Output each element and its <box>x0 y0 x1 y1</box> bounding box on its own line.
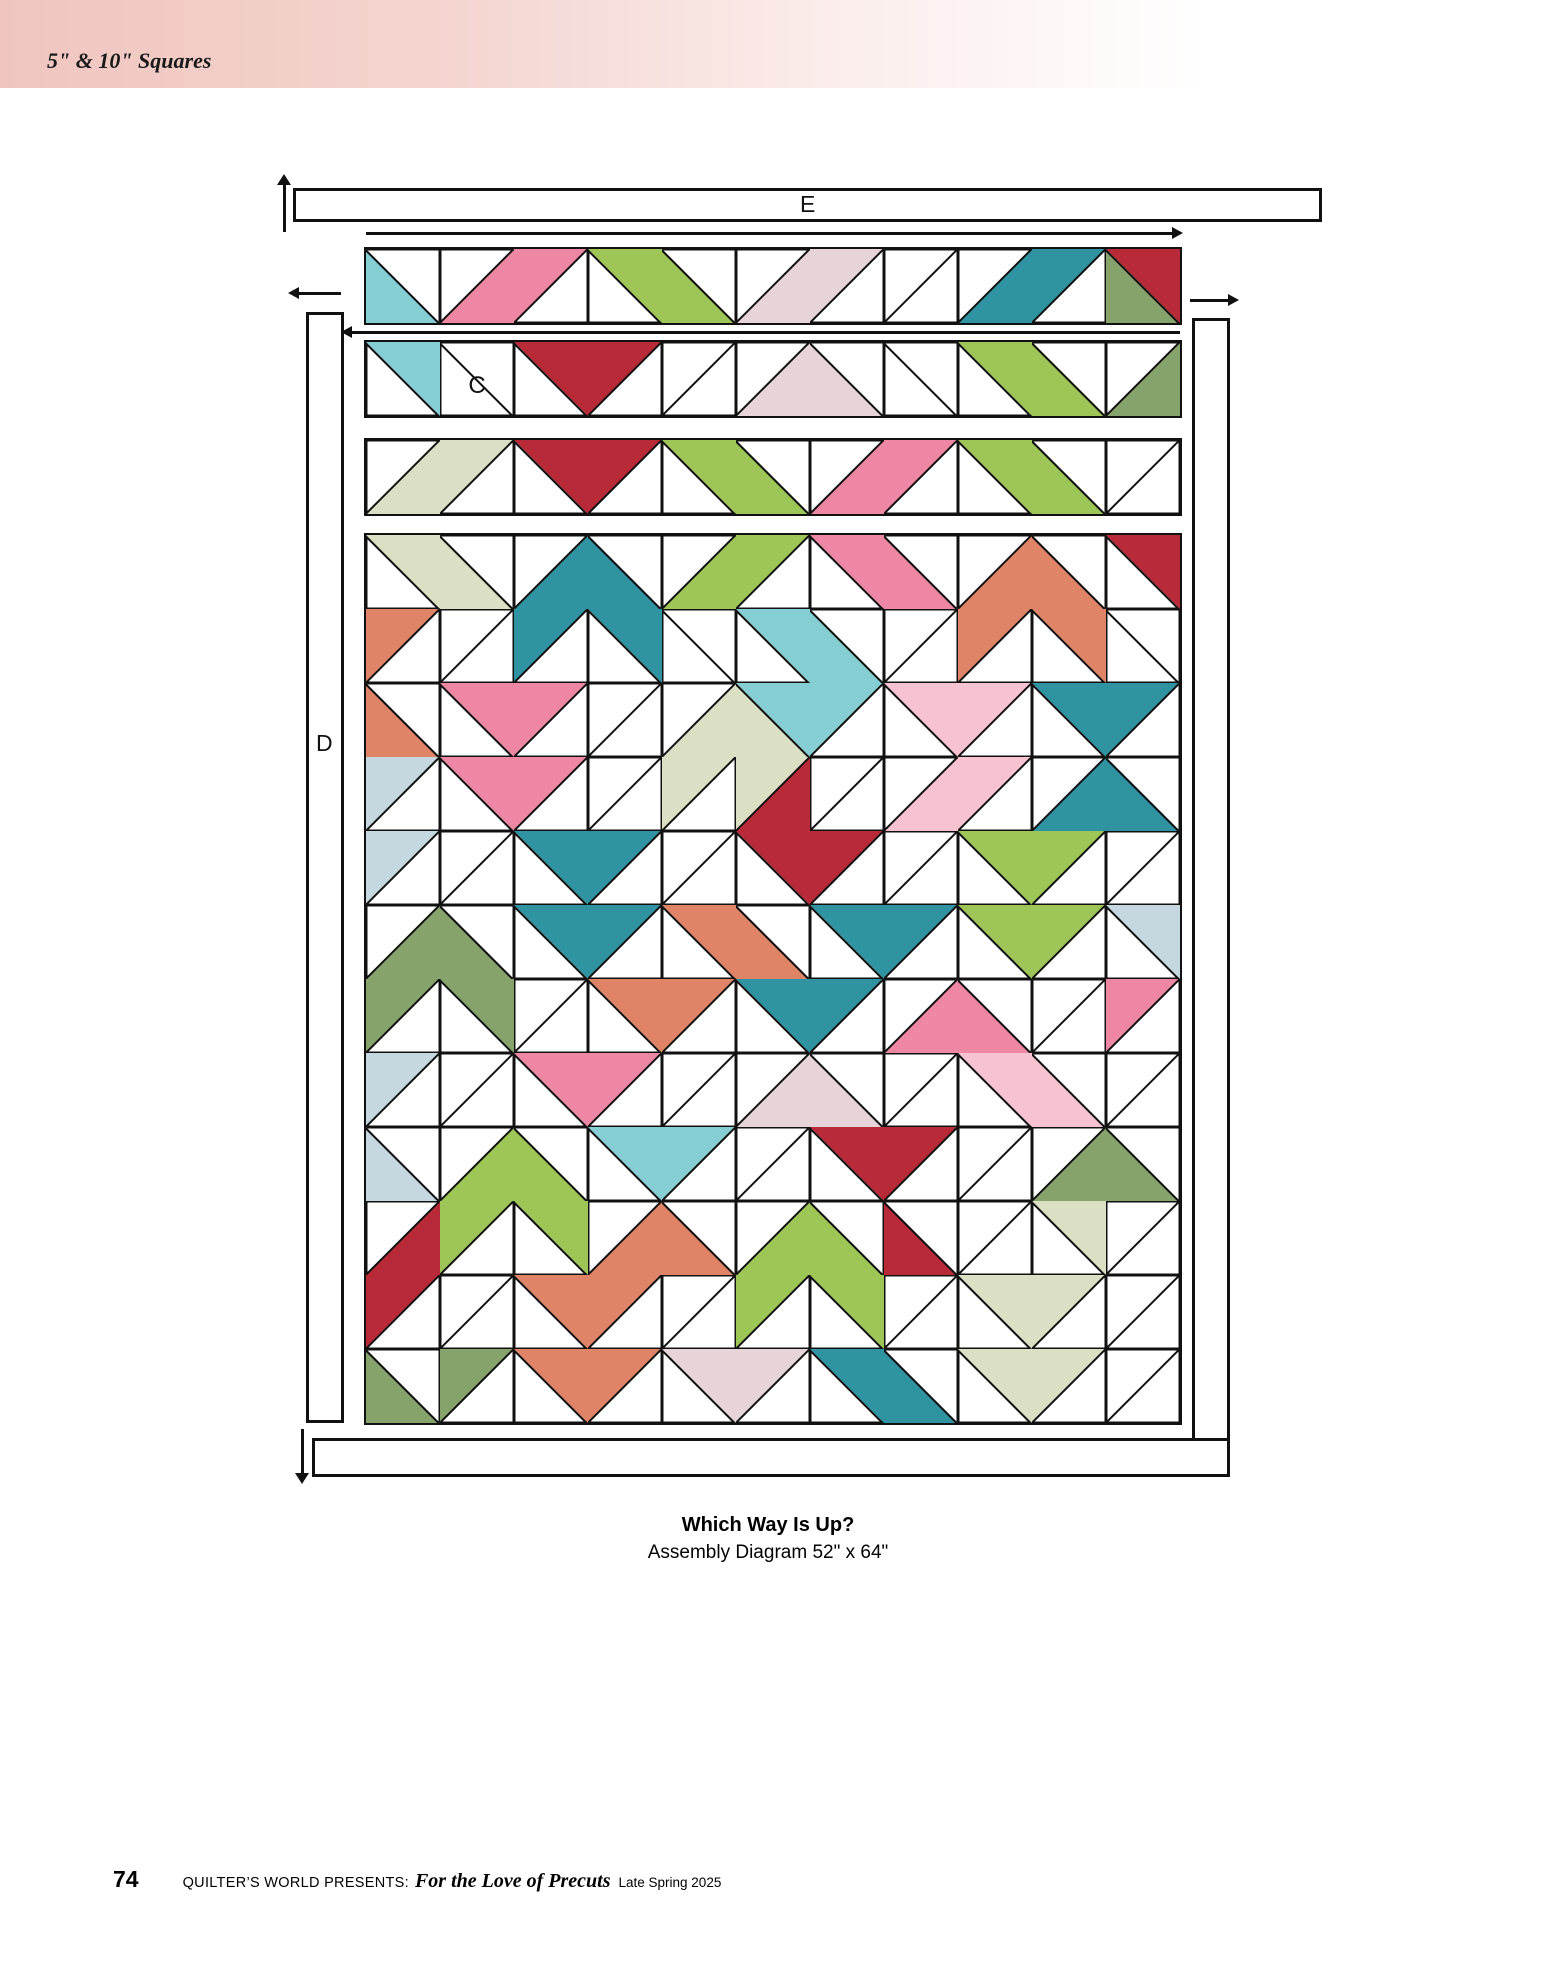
seam-line <box>1106 1275 1180 1349</box>
quilt-cell <box>810 1201 884 1275</box>
seam-line <box>440 831 514 905</box>
quilt-cell <box>662 1275 736 1349</box>
quilt-cell <box>440 1053 514 1127</box>
seam-line <box>1106 1349 1180 1423</box>
quilt-cell <box>958 831 1032 905</box>
seam-line <box>662 342 736 416</box>
header-gradient-band <box>0 0 1551 88</box>
quilt-cell <box>884 440 958 514</box>
seam-line <box>884 1275 958 1349</box>
quilt-cell <box>736 757 810 831</box>
page-number: 74 <box>113 1866 139 1892</box>
quilt-cell <box>1106 979 1180 1053</box>
quilt-cell <box>736 1201 810 1275</box>
quilt-cell <box>884 1127 958 1201</box>
quilt-cell <box>884 1349 958 1423</box>
border-strip-right <box>1192 318 1230 1477</box>
footer-presents: QUILTER’S WORLD PRESENTS: <box>182 1875 409 1891</box>
quilt-cell <box>736 1127 810 1201</box>
seam-line <box>884 609 958 683</box>
seam-line <box>884 342 958 416</box>
quilt-cell <box>1032 1349 1106 1423</box>
seam-line <box>662 831 736 905</box>
seam-line <box>1106 831 1180 905</box>
quilt-cell <box>662 609 736 683</box>
quilt-center-grid <box>364 533 1182 1425</box>
quilt-cell <box>958 1275 1032 1349</box>
quilt-cell <box>958 683 1032 757</box>
label-e: E <box>800 191 816 217</box>
pieced-strip-row-1 <box>364 247 1182 325</box>
quilt-cell <box>514 249 588 323</box>
quilt-cell <box>884 905 958 979</box>
quilt-cell <box>884 979 958 1053</box>
quilt-cell <box>440 609 514 683</box>
quilt-cell <box>1106 683 1180 757</box>
quilt-cell <box>1032 757 1106 831</box>
quilt-cell <box>736 683 810 757</box>
quilt-cell <box>884 249 958 323</box>
quilt-cell <box>514 979 588 1053</box>
quilt-cell <box>1106 1201 1180 1275</box>
quilt-cell <box>736 609 810 683</box>
quilt-cell <box>366 1053 440 1127</box>
seam-line <box>588 757 662 831</box>
quilt-cell <box>810 1349 884 1423</box>
quilt-cell <box>736 1349 810 1423</box>
quilt-cell <box>588 609 662 683</box>
quilt-cell <box>588 683 662 757</box>
quilt-cell <box>1032 249 1106 323</box>
quilt-cell <box>588 440 662 514</box>
quilt-cell <box>514 609 588 683</box>
quilt-cell <box>810 535 884 609</box>
quilt-cell <box>514 757 588 831</box>
quilt-cell <box>1106 1053 1180 1127</box>
quilt-cell <box>662 831 736 905</box>
caption-subtitle: Assembly Diagram 52" x 64" <box>647 1542 889 1563</box>
quilt-cell <box>588 249 662 323</box>
quilt-cell <box>588 1053 662 1127</box>
left-arrow-short-head <box>288 287 299 299</box>
quilt-cell <box>440 440 514 514</box>
quilt-cell <box>1032 342 1106 416</box>
seam-line <box>1106 440 1180 514</box>
quilt-cell <box>366 905 440 979</box>
quilt-cell <box>514 1349 588 1423</box>
right-arrow-head <box>1172 227 1183 239</box>
quilt-cell <box>884 1275 958 1349</box>
seam-line <box>440 1275 514 1349</box>
quilt-cell <box>958 1127 1032 1201</box>
quilt-cell <box>440 249 514 323</box>
footer-issue: Late Spring 2025 <box>618 1875 722 1890</box>
up-arrow-head <box>277 174 291 185</box>
quilt-cell <box>958 249 1032 323</box>
quilt-cell <box>588 905 662 979</box>
quilt-cell <box>514 905 588 979</box>
quilt-cell <box>736 905 810 979</box>
quilt-cell <box>588 1349 662 1423</box>
quilt-cell <box>736 535 810 609</box>
seam-line <box>884 249 958 323</box>
quilt-cell <box>440 1349 514 1423</box>
quilt-cell <box>736 979 810 1053</box>
quilt-cell <box>810 979 884 1053</box>
left-arrow-line <box>350 331 1180 334</box>
quilt-cell <box>1032 535 1106 609</box>
quilt-cell <box>884 535 958 609</box>
quilt-cell <box>662 535 736 609</box>
pieced-strip-row-3 <box>364 438 1182 516</box>
quilt-cell <box>662 1127 736 1201</box>
border-strip-bottom <box>312 1438 1230 1477</box>
quilt-cell <box>884 342 958 416</box>
quilt-cell <box>440 979 514 1053</box>
quilt-cell <box>1032 905 1106 979</box>
quilt-cell <box>810 440 884 514</box>
quilt-cell <box>662 440 736 514</box>
quilt-cell <box>588 1127 662 1201</box>
quilt-cell <box>366 342 440 416</box>
quilt-cell <box>810 757 884 831</box>
quilt-cell <box>662 683 736 757</box>
diagram-caption <box>306 1514 1230 1564</box>
quilt-cell <box>366 609 440 683</box>
quilt-cell <box>588 1275 662 1349</box>
quilt-cell <box>1032 831 1106 905</box>
quilt-cell <box>514 440 588 514</box>
seam-line <box>662 1053 736 1127</box>
quilt-cell <box>514 1275 588 1349</box>
quilt-cell <box>736 1275 810 1349</box>
quilt-cell <box>810 249 884 323</box>
right-arrow-line <box>366 232 1174 235</box>
quilt-cell <box>440 535 514 609</box>
quilt-cell <box>588 757 662 831</box>
seam-line <box>958 1127 1032 1201</box>
seam-line <box>588 683 662 757</box>
quilt-cell <box>1032 609 1106 683</box>
quilt-cell <box>810 609 884 683</box>
quilt-cell <box>958 535 1032 609</box>
seam-line <box>1106 1053 1180 1127</box>
quilt-cell <box>440 831 514 905</box>
quilt-cell <box>662 1053 736 1127</box>
quilt-cell <box>514 1201 588 1275</box>
quilt-cell <box>1106 440 1180 514</box>
quilt-cell <box>958 757 1032 831</box>
quilt-cell <box>514 831 588 905</box>
quilt-cell <box>662 249 736 323</box>
seam-line <box>662 609 736 683</box>
quilt-cell <box>662 1201 736 1275</box>
quilt-cell <box>1106 1127 1180 1201</box>
border-strip-d <box>306 312 344 1423</box>
quilt-cell <box>1106 905 1180 979</box>
caption-title: Which Way Is Up? <box>681 1514 855 1536</box>
quilt-cell <box>366 440 440 514</box>
quilt-cell <box>514 1053 588 1127</box>
quilt-cell <box>366 1201 440 1275</box>
quilt-cell <box>810 1127 884 1201</box>
quilt-cell <box>884 683 958 757</box>
quilt-cell <box>366 1349 440 1423</box>
quilt-cell <box>1032 1127 1106 1201</box>
quilt-cell <box>1106 1275 1180 1349</box>
quilt-cell <box>958 1349 1032 1423</box>
quilt-cell <box>366 249 440 323</box>
quilt-cell <box>958 905 1032 979</box>
seam-line <box>514 979 588 1053</box>
seam-line <box>662 1275 736 1349</box>
quilt-cell <box>1106 535 1180 609</box>
pieced-strip-row-2 <box>364 340 1182 418</box>
quilt-cell <box>1106 757 1180 831</box>
quilt-cell <box>736 831 810 905</box>
seam-line <box>440 1053 514 1127</box>
left-arrow-short <box>297 292 341 295</box>
quilt-cell <box>736 342 810 416</box>
quilt-cell <box>366 1127 440 1201</box>
quilt-cell <box>736 1053 810 1127</box>
quilt-cell <box>588 831 662 905</box>
quilt-cell <box>440 683 514 757</box>
quilt-cell <box>662 757 736 831</box>
seam-line <box>1106 1201 1180 1275</box>
quilt-cell <box>588 535 662 609</box>
quilt-cell <box>958 1201 1032 1275</box>
quilt-cell <box>884 757 958 831</box>
quilt-cell <box>366 979 440 1053</box>
seam-line <box>884 831 958 905</box>
quilt-cell <box>810 1053 884 1127</box>
quilt-cell <box>958 979 1032 1053</box>
quilt-cell <box>514 535 588 609</box>
quilt-cell <box>366 757 440 831</box>
quilt-cell <box>958 609 1032 683</box>
quilt-cell <box>366 535 440 609</box>
quilt-cell <box>440 905 514 979</box>
quilt-cell <box>810 1275 884 1349</box>
quilt-cell <box>884 1053 958 1127</box>
quilt-cell <box>1106 249 1180 323</box>
quilt-cell <box>1106 609 1180 683</box>
quilt-cell <box>366 683 440 757</box>
quilt-cell <box>514 342 588 416</box>
quilt-cell <box>662 905 736 979</box>
quilt-cell <box>884 1201 958 1275</box>
quilt-cell <box>1106 1349 1180 1423</box>
quilt-cell <box>440 757 514 831</box>
quilt-cell <box>884 609 958 683</box>
page-title: 5" & 10" Squares <box>47 48 212 73</box>
quilt-cell <box>958 1053 1032 1127</box>
quilt-cell <box>736 440 810 514</box>
seam-line <box>736 1127 810 1201</box>
quilt-cell <box>736 249 810 323</box>
quilt-cell <box>958 440 1032 514</box>
seam-line <box>1032 979 1106 1053</box>
seam-line <box>810 757 884 831</box>
quilt-cell <box>1032 683 1106 757</box>
quilt-cell <box>1032 1053 1106 1127</box>
quilt-cell <box>1032 1201 1106 1275</box>
quilt-cell <box>588 979 662 1053</box>
quilt-cell <box>662 1349 736 1423</box>
quilt-cell <box>514 1127 588 1201</box>
quilt-cell <box>810 831 884 905</box>
quilt-cell <box>1032 1275 1106 1349</box>
quilt-cell <box>1032 979 1106 1053</box>
down-arrow <box>301 1429 304 1475</box>
quilt-cell <box>958 342 1032 416</box>
quilt-cell <box>662 979 736 1053</box>
quilt-cell <box>366 831 440 905</box>
quilt-cell <box>810 342 884 416</box>
quilt-cell <box>440 342 514 416</box>
quilt-cell <box>1032 440 1106 514</box>
up-arrow <box>283 182 286 232</box>
seam-line <box>884 1053 958 1127</box>
quilt-cell <box>810 905 884 979</box>
quilt-cell <box>366 1275 440 1349</box>
quilt-cell <box>884 831 958 905</box>
seam-line <box>1106 609 1180 683</box>
label-c: C <box>468 372 486 399</box>
quilt-cell <box>588 342 662 416</box>
footer-series-title: For the Love of Precuts <box>414 1870 611 1892</box>
right-arrow-short-head <box>1228 294 1239 306</box>
quilt-cell <box>440 1275 514 1349</box>
quilt-cell <box>1106 831 1180 905</box>
page-footer <box>113 1866 721 1893</box>
quilt-cell <box>1106 342 1180 416</box>
down-arrow-head <box>295 1473 309 1484</box>
seam-line <box>440 609 514 683</box>
quilt-cell <box>440 1127 514 1201</box>
label-d: D <box>316 730 333 756</box>
quilt-cell <box>588 1201 662 1275</box>
quilt-cell <box>810 683 884 757</box>
quilt-cell <box>440 1201 514 1275</box>
quilt-cell <box>662 342 736 416</box>
seam-line <box>958 1201 1032 1275</box>
quilt-cell <box>514 683 588 757</box>
